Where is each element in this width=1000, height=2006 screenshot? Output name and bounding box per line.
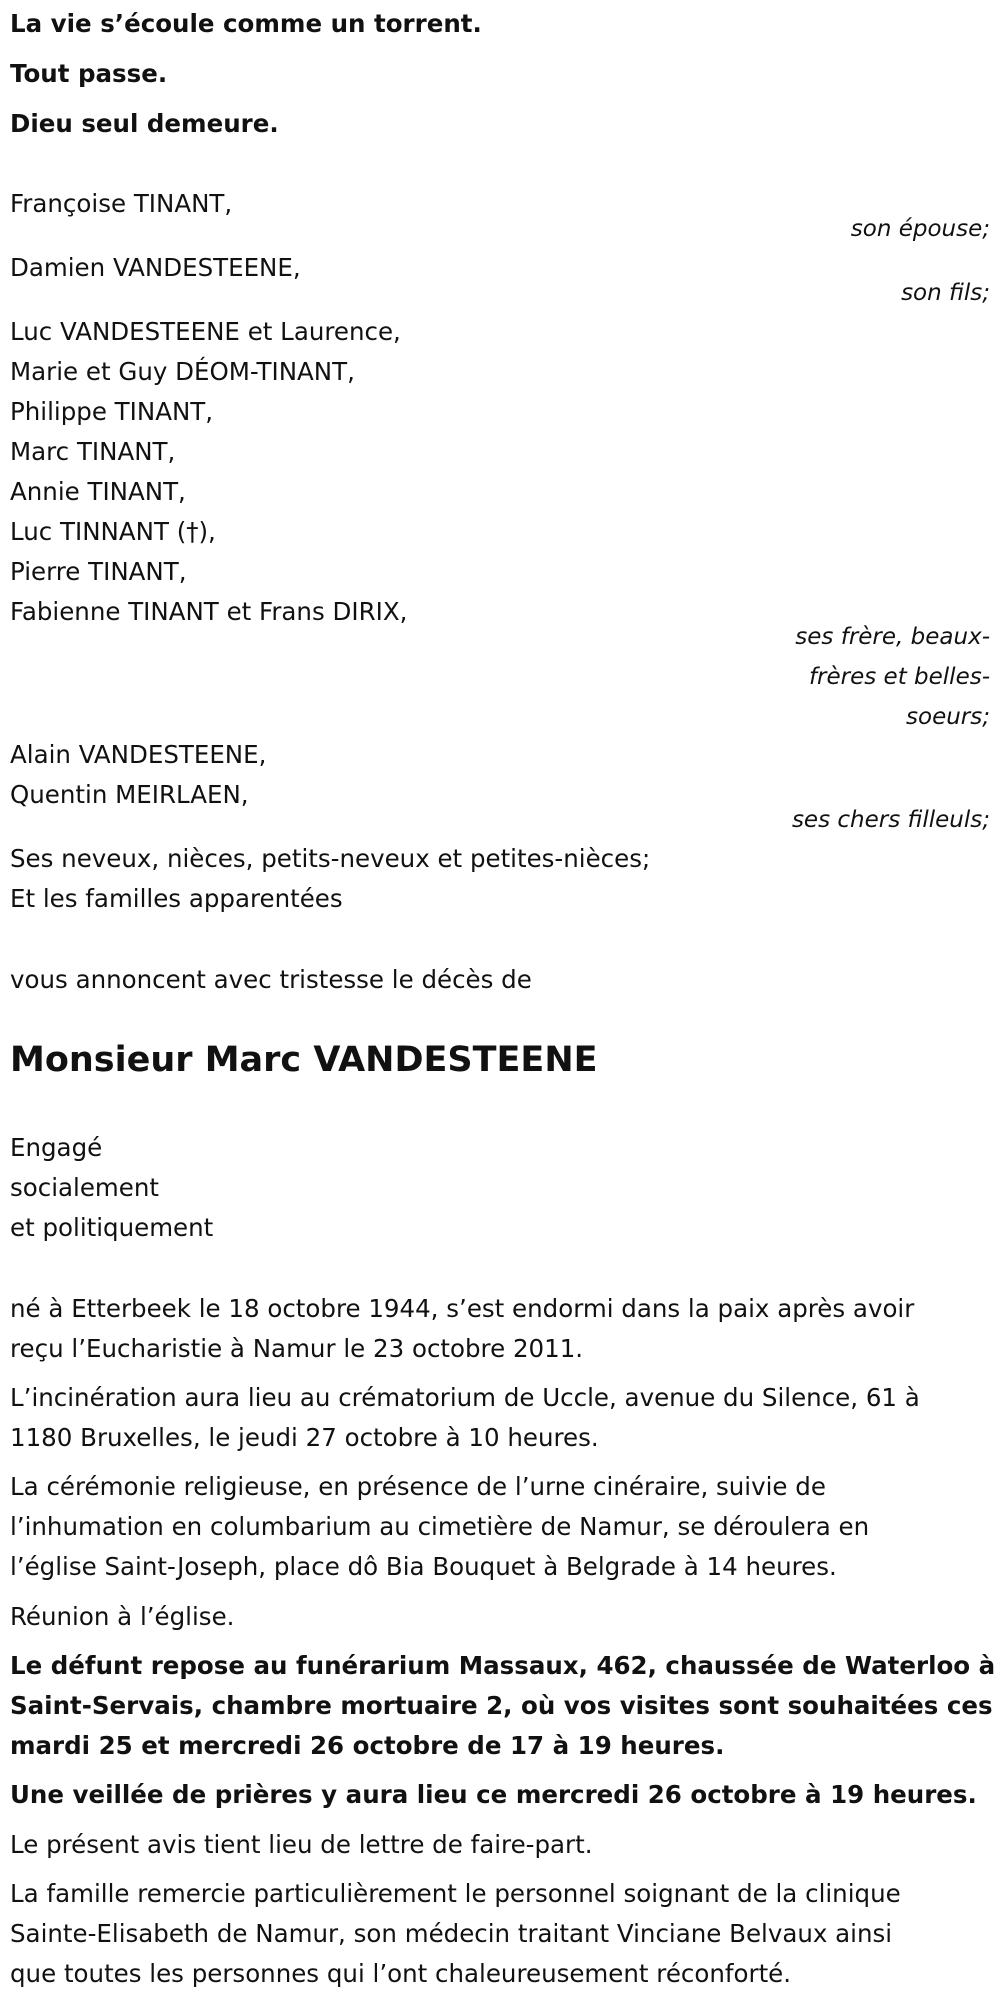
godchild-line: Quentin MEIRLAEN, [10, 780, 249, 809]
sibling-line: Marc TINANT, [10, 437, 176, 466]
siblings-role-line-1: ses frère, beaux- [795, 624, 990, 650]
other-relatives-line: Et les familles apparentées [10, 884, 343, 913]
announcement-text: vous annoncent avec tristesse le décès de [10, 965, 532, 994]
epithet-line-3: et politiquement [10, 1213, 214, 1242]
epigraph-line-2: Tout passe. [10, 59, 168, 88]
other-relatives-line: Ses neveux, nièces, petits-neveux et petites-nièces; [10, 844, 651, 873]
birth-death-line: reçu l’Eucharistie à Namur le 23 octobre 2011. [10, 1334, 584, 1363]
ceremony-line: l’église Saint-Joseph, place dô Bia Bouquet à Belgrade à 14 heures. [10, 1552, 837, 1581]
meeting-line: Réunion à l’église. [10, 1602, 235, 1631]
epithet-line-2: socialement [10, 1173, 159, 1202]
sibling-line: Luc TINNANT (†), [10, 517, 216, 546]
sibling-line: Philippe TINANT, [10, 397, 214, 426]
thanks-line: La famille remercie particulièrement le personnel soignant de la clinique [10, 1879, 901, 1908]
ceremony-line: l’inhumation en columbarium au cimetière de Namur, se déroulera en [10, 1512, 870, 1541]
funeral-home-line: mardi 25 et mercredi 26 octobre de 17 à 19 heures. [10, 1731, 725, 1760]
spouse-name: Françoise TINANT, [10, 189, 233, 218]
funeral-home-line: Saint-Servais, chambre mortuaire 2, où vos visites sont souhaitées ces [10, 1691, 993, 1720]
thanks-line: que toutes les personnes qui l’ont chaleureusement réconforté. [10, 1959, 792, 1988]
cremation-line: L’incinération aura lieu au crématorium de Uccle, avenue du Silence, 61 à [10, 1383, 920, 1412]
godchildren-role: ses chers filleuls; [791, 807, 990, 833]
cremation-line: 1180 Bruxelles, le jeudi 27 octobre à 10 heures. [10, 1423, 599, 1452]
sibling-line: Luc VANDESTEENE et Laurence, [10, 317, 401, 346]
sibling-line: Fabienne TINANT et Frans DIRIX, [10, 597, 408, 626]
thanks-line: Sainte-Elisabeth de Namur, son médecin traitant Vinciane Belvaux ainsi [10, 1919, 893, 1948]
ceremony-line: La cérémonie religieuse, en présence de l’urne cinéraire, suivie de [10, 1472, 826, 1501]
epigraph-line-3: Dieu seul demeure. [10, 109, 279, 138]
siblings-role-line-3: soeurs; [906, 704, 990, 730]
sibling-line: Pierre TINANT, [10, 557, 187, 586]
sibling-line: Annie TINANT, [10, 477, 186, 506]
siblings-role-line-2: frères et belles- [808, 664, 990, 690]
funeral-home-line: Le défunt repose au funérarium Massaux, 462, chaussée de Waterloo à [10, 1651, 996, 1680]
birth-death-line: né à Etterbeek le 18 octobre 1944, s’est endormi dans la paix après avoir [10, 1294, 915, 1323]
epigraph-line-1: La vie s’écoule comme un torrent. [10, 9, 482, 38]
epithet-line-1: Engagé [10, 1133, 103, 1162]
godchild-line: Alain VANDESTEENE, [10, 740, 267, 769]
son-role: son fils; [901, 280, 990, 306]
notice-line: Le présent avis tient lieu de lettre de faire-part. [10, 1830, 593, 1859]
vigil-line: Une veillée de prières y aura lieu ce mercredi 26 octobre à 19 heures. [10, 1780, 977, 1809]
spouse-role: son épouse; [850, 216, 990, 242]
son-name: Damien VANDESTEENE, [10, 253, 301, 282]
deceased-name: Monsieur Marc VANDESTEENE [10, 1040, 598, 1080]
sibling-line: Marie et Guy DÉOM-TINANT, [10, 357, 355, 386]
